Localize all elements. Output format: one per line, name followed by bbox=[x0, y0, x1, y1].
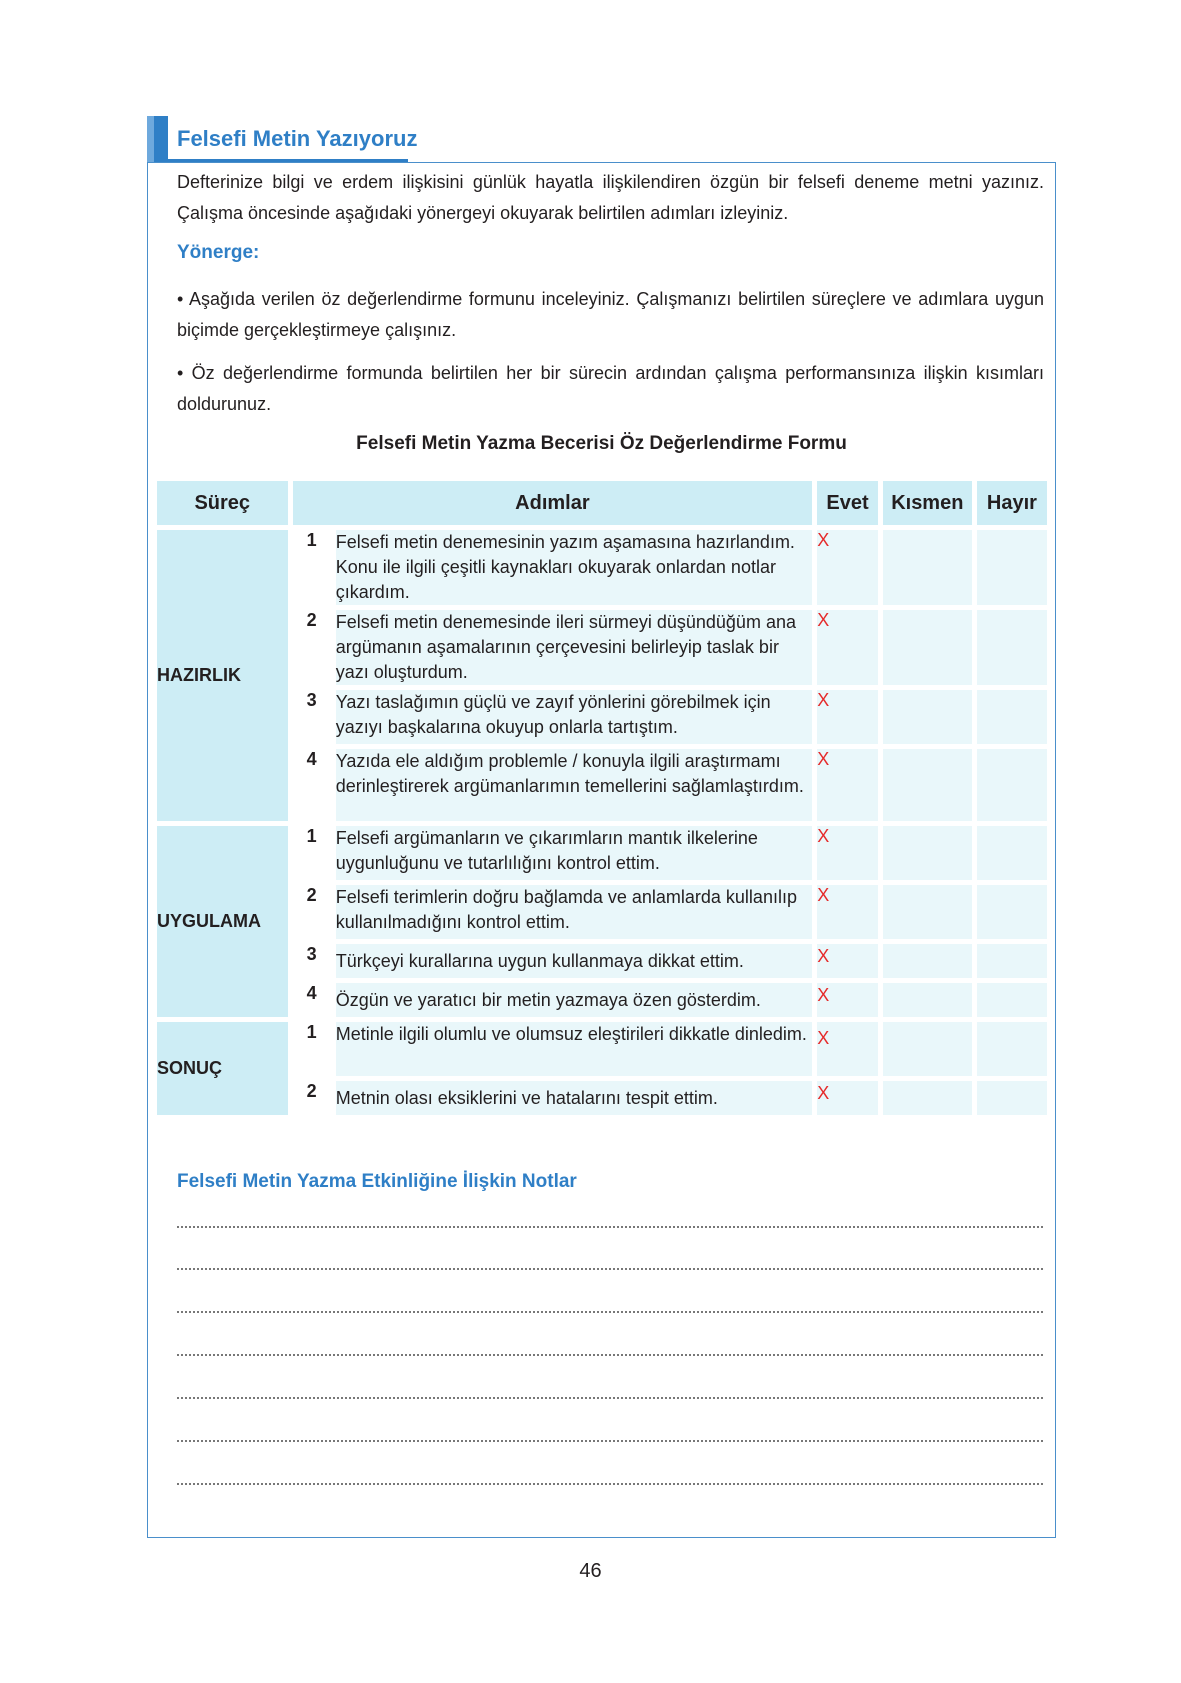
step-number: 1 bbox=[293, 530, 331, 605]
table-row bbox=[157, 749, 1047, 821]
evet-mark[interactable]: X bbox=[817, 530, 877, 605]
header-kismen: Kısmen bbox=[883, 481, 972, 525]
evet-mark[interactable]: X bbox=[817, 749, 877, 821]
hayir-cell[interactable] bbox=[977, 690, 1047, 744]
evet-mark[interactable]: X bbox=[817, 826, 877, 880]
hayir-cell[interactable] bbox=[977, 944, 1047, 978]
hayir-cell[interactable] bbox=[977, 826, 1047, 880]
surec-hazirlik: HAZIRLIK bbox=[157, 530, 288, 821]
form-title: Felsefi Metin Yazma Becerisi Öz Değerlendirme Formu bbox=[356, 433, 847, 454]
notes-line[interactable] bbox=[177, 1354, 1043, 1356]
notes-line[interactable] bbox=[177, 1311, 1043, 1313]
evet-mark[interactable]: X bbox=[817, 610, 877, 685]
step-text: Felsefi terimlerin doğru bağlamda ve anlamlarda kullanılıp kullanılmadığını kontrol ettim. bbox=[336, 885, 813, 939]
notes-line[interactable] bbox=[177, 1483, 1043, 1485]
section-title: Felsefi Metin Yazıyoruz bbox=[177, 126, 418, 151]
header-surec: Süreç bbox=[157, 481, 288, 525]
step-number: 2 bbox=[293, 1081, 331, 1115]
hayir-cell[interactable] bbox=[977, 1022, 1047, 1076]
table-header-row bbox=[157, 481, 1047, 525]
table-row bbox=[157, 1081, 1047, 1115]
intro-paragraph bbox=[159, 167, 1044, 229]
step-text: Felsefi argümanların ve çıkarımların mantık ilkelerine uygunluğunu ve tutarlılığını kontrol ettim. bbox=[336, 826, 813, 880]
notes-line[interactable] bbox=[177, 1268, 1043, 1270]
step-text: Metnin olası eksiklerini ve hatalarını tespit ettim. bbox=[336, 1081, 813, 1115]
kismen-cell[interactable] bbox=[883, 1022, 972, 1076]
hayir-cell[interactable] bbox=[977, 885, 1047, 939]
kismen-cell[interactable] bbox=[883, 749, 972, 821]
yonerge-item-2 bbox=[159, 358, 1044, 420]
evet-mark[interactable]: X bbox=[817, 690, 877, 744]
kismen-cell[interactable] bbox=[883, 530, 972, 605]
kismen-cell[interactable] bbox=[883, 885, 972, 939]
evet-mark[interactable]: X bbox=[817, 1022, 877, 1076]
hayir-cell[interactable] bbox=[977, 530, 1047, 605]
surec-uygulama: UYGULAMA bbox=[157, 826, 288, 1017]
hayir-cell[interactable] bbox=[977, 1081, 1047, 1115]
yonerge-item-1-text: • Aşağıda verilen öz değerlendirme formunu inceleyiniz. Çalışmanızı belirtilen süreçlere ve adımlara uygun biçimde gerçekleştirmeye çalışınız. bbox=[177, 289, 1044, 340]
step-text: Özgün ve yaratıcı bir metin yazmaya özen gösterdim. bbox=[336, 983, 813, 1017]
kismen-cell[interactable] bbox=[883, 826, 972, 880]
kismen-cell[interactable] bbox=[883, 983, 972, 1017]
step-text: Felsefi metin denemesinin yazım aşamasına hazırlandım. Konu ile ilgili çeşitli kaynakları okuyarak onlardan notlar çıkardım. bbox=[336, 530, 813, 605]
intro-text: Defterinize bilgi ve erdem ilişkisini günlük hayatla ilişkilendiren özgün bir felsefi deneme metni yazınız. Çalışma öncesinde aşağıdaki yönergeyi okuyarak belirtilen adımları izleyiniz. bbox=[177, 172, 1044, 223]
header-evet: Evet bbox=[817, 481, 877, 525]
section-header bbox=[147, 116, 427, 162]
header-adimlar: Adımlar bbox=[293, 481, 813, 525]
table-row bbox=[157, 983, 1047, 1017]
evet-mark[interactable]: X bbox=[817, 944, 877, 978]
page-number: 46 bbox=[579, 1560, 602, 1582]
step-number: 1 bbox=[293, 826, 331, 880]
table-row bbox=[157, 530, 1047, 605]
step-text: Türkçeyi kurallarına uygun kullanmaya dikkat ettim. bbox=[336, 944, 813, 978]
hayir-cell[interactable] bbox=[977, 610, 1047, 685]
step-text: Yazıda ele aldığım problemle / konuyla ilgili araştırmamı derinleştirerek argümanlarımın temellerini sağlamlaştırdım. bbox=[336, 749, 813, 821]
step-number: 2 bbox=[293, 885, 331, 939]
evet-mark[interactable]: X bbox=[817, 1081, 877, 1115]
kismen-cell[interactable] bbox=[883, 690, 972, 744]
table-row bbox=[157, 610, 1047, 685]
step-number: 4 bbox=[293, 983, 331, 1017]
self-evaluation-table bbox=[152, 476, 1052, 1120]
yonerge-item-2-text: • Öz değerlendirme formunda belirtilen her bir sürecin ardından çalışma performansınıza ilişkin kısımları doldurunuz. bbox=[177, 363, 1044, 414]
notes-line[interactable] bbox=[177, 1226, 1043, 1228]
yonerge-heading: Yönerge: bbox=[177, 242, 260, 263]
kismen-cell[interactable] bbox=[883, 944, 972, 978]
step-number: 2 bbox=[293, 610, 331, 685]
step-text: Yazı taslağımın güçlü ve zayıf yönlerini görebilmek için yazıyı başkalarına okuyup onlarla tartıştım. bbox=[336, 690, 813, 744]
notes-line[interactable] bbox=[177, 1397, 1043, 1399]
notes-title: Felsefi Metin Yazma Etkinliğine İlişkin Notlar bbox=[177, 1171, 577, 1192]
evet-mark[interactable]: X bbox=[817, 885, 877, 939]
table-row bbox=[157, 885, 1047, 939]
step-number: 4 bbox=[293, 749, 331, 821]
step-number: 3 bbox=[293, 944, 331, 978]
hayir-cell[interactable] bbox=[977, 749, 1047, 821]
kismen-cell[interactable] bbox=[883, 610, 972, 685]
notes-line[interactable] bbox=[177, 1440, 1043, 1442]
header-accent-bar-dark bbox=[154, 116, 168, 162]
table-row bbox=[157, 944, 1047, 978]
hayir-cell[interactable] bbox=[977, 983, 1047, 1017]
table-row bbox=[157, 826, 1047, 880]
table-row bbox=[157, 690, 1047, 744]
evet-mark[interactable]: X bbox=[817, 983, 877, 1017]
step-number: 3 bbox=[293, 690, 331, 744]
header-hayir: Hayır bbox=[977, 481, 1047, 525]
header-accent-bar-light bbox=[147, 116, 154, 162]
yonerge-item-1 bbox=[159, 284, 1044, 346]
step-number: 1 bbox=[293, 1022, 331, 1076]
step-text: Felsefi metin denemesinde ileri sürmeyi düşündüğüm ana argümanın aşamalarının çerçevesini belirleyip taslak bir yazı oluşturdum. bbox=[336, 610, 813, 685]
step-text: Metinle ilgili olumlu ve olumsuz eleştirileri dikkatle dinledim. bbox=[336, 1022, 813, 1076]
table-row bbox=[157, 1022, 1047, 1076]
surec-sonuc: SONUÇ bbox=[157, 1022, 288, 1115]
kismen-cell[interactable] bbox=[883, 1081, 972, 1115]
